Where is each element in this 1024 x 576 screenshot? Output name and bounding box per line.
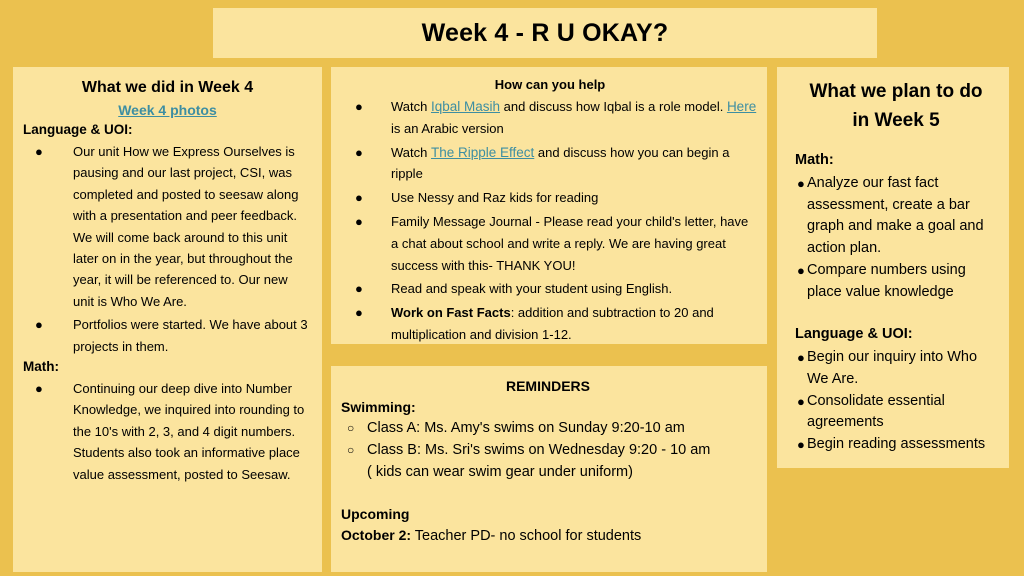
plan-math-list bbox=[795, 173, 997, 303]
bullet-icon: ● bbox=[35, 381, 43, 397]
plan-language-label: Language & UOI: bbox=[795, 326, 913, 343]
title-banner bbox=[213, 8, 877, 58]
bullet-icon: ● bbox=[355, 99, 363, 114]
list-item: ● Analyze our fast fact assessment, create a bar graph and make a goal and action plan. bbox=[797, 175, 984, 257]
list-item: ● Begin reading assessments bbox=[795, 434, 997, 456]
bullet-icon: ● bbox=[355, 213, 363, 229]
upcoming-label: Upcoming bbox=[341, 506, 410, 522]
language-uoi-list bbox=[23, 141, 312, 357]
upcoming-event: October 2: Teacher PD- no school for students bbox=[341, 527, 642, 544]
week4-photos-link[interactable]: Week 4 photos bbox=[118, 102, 217, 118]
bullet-icon: ● bbox=[35, 144, 43, 159]
plan-math-label: Math: bbox=[795, 152, 834, 168]
list-item: ● Family Message Journal - Please read your child's letter, have a chat about school and write a reply. We are having great success with this- THANK YOU! bbox=[343, 211, 757, 276]
language-uoi-heading: Language & UOI: bbox=[23, 122, 133, 137]
bullet-icon: ● bbox=[797, 262, 805, 278]
bullet-icon: ● bbox=[35, 317, 43, 333]
plan-language-list bbox=[795, 347, 997, 456]
list-item: ● Read and speak with your student using English. bbox=[343, 278, 757, 300]
math-list bbox=[23, 378, 312, 485]
reminders-heading: REMINDERS bbox=[505, 378, 590, 394]
math-heading: Math: bbox=[23, 359, 59, 375]
week4-heading: What we did in Week 4 bbox=[81, 79, 254, 96]
list-item: ● Portfolios were started. We have about 3 projects in them. bbox=[23, 314, 312, 357]
list-item: ● Work on Fast Facts: addition and subtraction to 20 and multiplication and division 1-12. bbox=[343, 302, 757, 346]
list-item: ● Compare numbers using place value knowledge bbox=[797, 261, 966, 300]
arabic-version-link[interactable]: Here bbox=[726, 99, 757, 114]
list-item: ○ Class B: Ms. Sri's swims on Wednesday 9:20 - 10 am bbox=[341, 439, 755, 461]
bullet-icon: ● bbox=[355, 144, 363, 160]
page-title: Week 4 - R U OKAY? bbox=[421, 18, 669, 47]
swimming-label: Swimming: bbox=[341, 399, 416, 415]
bullet-icon: ● bbox=[355, 190, 363, 206]
swimming-list bbox=[341, 417, 755, 461]
circle-bullet-icon: ○ bbox=[347, 421, 355, 435]
help-list bbox=[343, 96, 757, 346]
week5-heading: What we plan to do in Week 5 bbox=[809, 81, 983, 131]
bullet-icon: ● bbox=[797, 437, 805, 453]
swim-note: ( kids can wear swim gear under uniform) bbox=[367, 464, 633, 480]
list-item: ● Begin our inquiry into Who We Are. bbox=[797, 349, 978, 387]
bullet-icon: ● bbox=[797, 176, 805, 191]
week5-plan-panel bbox=[777, 67, 1009, 468]
how-can-you-help-panel bbox=[331, 67, 767, 344]
list-item: ● Consolidate essential agreements bbox=[797, 392, 945, 431]
list-item: ● Use Nessy and Raz kids for reading bbox=[343, 187, 757, 209]
list-item: ● Our unit How we Express Ourselves is pausing and our last project, CSI, was completed and posted to seesaw along with a presentation and peer feedback. We will come back around to this unit later on in the year, but throughout the year, it will be referenced to. Our new unit is Who We Are. bbox=[23, 141, 312, 312]
help-heading: How can you help bbox=[494, 77, 606, 92]
list-item: ○ Class A: Ms. Amy's swims on Sunday 9:20-10 am bbox=[341, 417, 755, 439]
bullet-icon: ● bbox=[797, 393, 805, 409]
list-item: ● Watch The Ripple Effect and discuss how you can begin a ripple bbox=[343, 142, 757, 186]
bullet-icon: ● bbox=[355, 305, 363, 321]
reminders-panel bbox=[331, 366, 767, 572]
list-item: ● Watch Iqbal Masih and discuss how Iqbal is a role model. Here is an Arabic version bbox=[343, 96, 757, 140]
bullet-icon: ● bbox=[797, 350, 805, 366]
week4-summary-panel bbox=[13, 67, 322, 572]
bullet-icon: ● bbox=[355, 281, 363, 297]
circle-bullet-icon: ○ bbox=[347, 443, 355, 457]
list-item: ● Continuing our deep dive into Number Knowledge, we inquired into rounding to the 10's with 2, 3, and 4 digit numbers. Students also took an informative place value assessment, posted to Seesaw. bbox=[23, 378, 312, 485]
iqbal-masih-link[interactable]: Iqbal Masih bbox=[430, 99, 501, 114]
ripple-effect-link[interactable]: The Ripple Effect bbox=[430, 144, 535, 160]
